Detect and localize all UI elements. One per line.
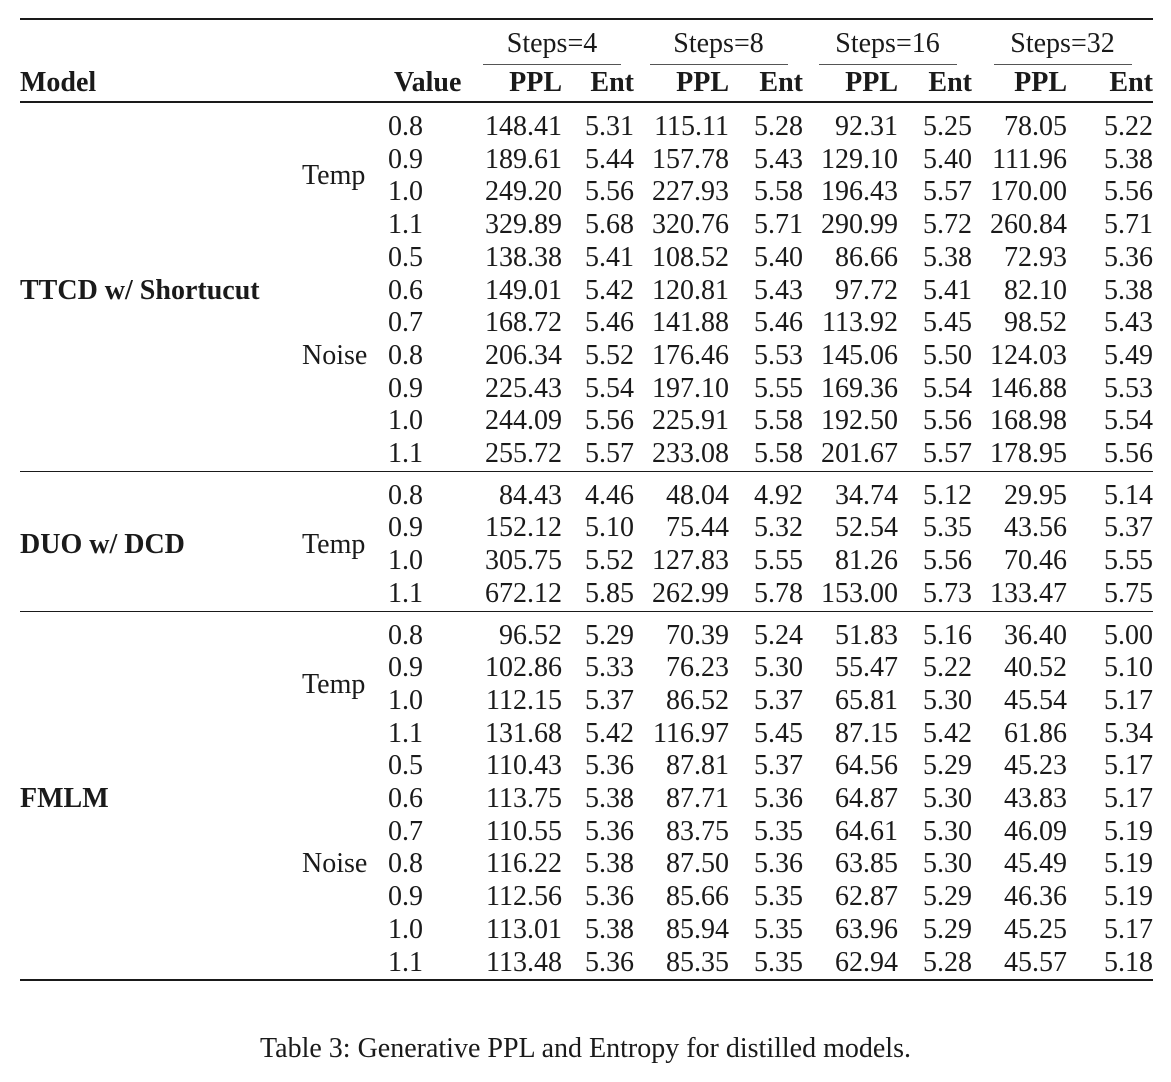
ent-cell: 5.78 <box>754 577 803 609</box>
ent-cell: 5.73 <box>923 577 972 609</box>
ppl-cell: 148.41 <box>485 111 562 142</box>
ppl-cell: 290.99 <box>821 209 898 241</box>
value-cell: 0.8 <box>388 339 423 371</box>
ppl-cell: 70.39 <box>666 619 729 651</box>
steps-header: Steps=32 <box>972 19 1153 65</box>
ppl-cell: 52.54 <box>835 512 898 544</box>
ent-cell: 5.17 <box>1104 750 1153 782</box>
model-group <box>20 611 1153 980</box>
ppl-cell: 305.75 <box>485 545 562 577</box>
ent-cell: 5.57 <box>585 438 634 470</box>
table-row <box>20 611 1153 652</box>
ent-cell: 5.56 <box>585 405 634 437</box>
ppl-cell: 145.06 <box>821 339 898 371</box>
ent-cell: 5.58 <box>754 405 803 437</box>
ppl-cell: 61.86 <box>1004 717 1067 749</box>
ppl-cell: 116.22 <box>486 848 562 880</box>
ppl-cell: 45.23 <box>1004 750 1067 782</box>
ppl-cell: 45.49 <box>1004 848 1067 880</box>
table-row <box>20 471 1153 512</box>
ppl-cell: 72.93 <box>1004 241 1067 273</box>
value-cell: 0.9 <box>388 512 423 544</box>
value-cell: 1.1 <box>388 717 423 749</box>
ent-cell: 5.30 <box>923 783 972 815</box>
ppl-column-header: PPL <box>1014 67 1067 98</box>
ppl-cell: 62.87 <box>835 881 898 913</box>
ent-cell: 5.35 <box>754 815 803 847</box>
ent-cell: 5.45 <box>754 717 803 749</box>
ppl-cell: 96.52 <box>499 619 562 651</box>
ppl-cell: 196.43 <box>821 176 898 208</box>
ent-cell: 5.75 <box>1104 577 1153 609</box>
ent-column-header: Ent <box>928 67 972 98</box>
ppl-column-header: PPL <box>509 67 562 98</box>
ent-cell: 5.53 <box>754 339 803 371</box>
ppl-cell: 46.09 <box>1004 815 1067 847</box>
ent-cell: 5.42 <box>585 717 634 749</box>
ent-cell: 5.28 <box>923 946 972 978</box>
ppl-cell: 62.94 <box>835 946 898 978</box>
ent-cell: 5.52 <box>585 339 634 371</box>
ent-cell: 5.37 <box>1104 512 1153 544</box>
sampling-kind-cell: Temp <box>302 528 366 560</box>
ent-cell: 5.34 <box>1104 717 1153 749</box>
ent-cell: 5.50 <box>923 339 972 371</box>
value-cell: 0.8 <box>388 619 423 651</box>
ppl-cell: 320.76 <box>652 209 729 241</box>
ppl-cell: 55.47 <box>835 652 898 684</box>
ppl-cell: 75.44 <box>666 512 729 544</box>
ppl-cell: 255.72 <box>485 438 562 470</box>
steps-header-row <box>20 19 1153 65</box>
ent-cell: 5.45 <box>923 307 972 339</box>
ppl-cell: 64.87 <box>835 783 898 815</box>
steps-header: Steps=4 <box>470 19 634 65</box>
ppl-cell: 262.99 <box>652 577 729 609</box>
ent-cell: 5.24 <box>754 619 803 651</box>
ppl-cell: 329.89 <box>485 209 562 241</box>
value-cell: 1.0 <box>388 545 423 577</box>
ent-cell: 5.37 <box>585 684 634 716</box>
table-row <box>20 102 1153 144</box>
ppl-cell: 43.83 <box>1004 783 1067 815</box>
results-table <box>20 18 1153 981</box>
ppl-cell: 169.36 <box>821 372 898 404</box>
value-cell: 1.1 <box>388 209 423 241</box>
ppl-cell: 672.12 <box>485 577 562 609</box>
ppl-cell: 108.52 <box>652 241 729 273</box>
ent-cell: 5.49 <box>1104 339 1153 371</box>
ppl-cell: 51.83 <box>835 619 898 651</box>
ent-cell: 5.57 <box>923 176 972 208</box>
sampling-kind-cell: Temp <box>302 668 366 700</box>
ppl-cell: 233.08 <box>652 438 729 470</box>
ppl-cell: 63.96 <box>835 913 898 945</box>
ent-cell: 5.36 <box>585 881 634 913</box>
table-caption: Table 3: Generative PPL and Entropy for distilled models. <box>260 1033 911 1064</box>
value-column-header: Value <box>394 67 462 98</box>
ent-column-header: Ent <box>1109 67 1153 98</box>
ppl-cell: 87.71 <box>666 783 729 815</box>
ent-cell: 5.71 <box>754 209 803 241</box>
ent-cell: 5.40 <box>754 241 803 273</box>
ent-cell: 5.36 <box>585 815 634 847</box>
ent-cell: 5.18 <box>1104 946 1153 978</box>
value-cell: 1.1 <box>388 438 423 470</box>
ppl-cell: 225.91 <box>652 405 729 437</box>
ppl-cell: 92.31 <box>835 111 898 142</box>
sampling-kind-cell: Noise <box>302 339 368 371</box>
ent-cell: 4.92 <box>754 479 803 511</box>
ent-cell: 5.57 <box>923 438 972 470</box>
ppl-cell: 138.38 <box>485 241 562 273</box>
ppl-cell: 45.25 <box>1004 913 1067 945</box>
ppl-cell: 110.43 <box>486 750 562 782</box>
ent-cell: 5.29 <box>923 881 972 913</box>
ppl-cell: 84.43 <box>499 479 562 511</box>
ent-cell: 5.55 <box>754 372 803 404</box>
ppl-cell: 168.72 <box>485 307 562 339</box>
ent-cell: 5.54 <box>1104 405 1153 437</box>
ppl-cell: 45.57 <box>1004 946 1067 978</box>
value-cell: 1.0 <box>388 176 423 208</box>
ent-cell: 5.56 <box>1104 176 1153 208</box>
ent-cell: 5.17 <box>1104 783 1153 815</box>
ent-cell: 5.12 <box>923 479 972 511</box>
ent-cell: 5.19 <box>1104 881 1153 913</box>
value-cell: 1.1 <box>388 946 423 978</box>
ppl-cell: 111.96 <box>992 143 1067 175</box>
ppl-cell: 227.93 <box>652 176 729 208</box>
ent-cell: 4.46 <box>585 479 634 511</box>
ent-cell: 5.72 <box>923 209 972 241</box>
ent-cell: 5.55 <box>754 545 803 577</box>
ent-cell: 5.43 <box>1104 307 1153 339</box>
value-cell: 0.6 <box>388 783 423 815</box>
ppl-cell: 113.75 <box>486 783 562 815</box>
value-cell: 0.9 <box>388 143 423 175</box>
ppl-cell: 170.00 <box>990 176 1067 208</box>
ent-cell: 5.35 <box>923 512 972 544</box>
ppl-cell: 133.47 <box>990 577 1067 609</box>
ent-cell: 5.41 <box>585 241 634 273</box>
ppl-cell: 81.26 <box>835 545 898 577</box>
model-name-cell: DUO w/ DCD <box>20 528 185 560</box>
ent-cell: 5.19 <box>1104 815 1153 847</box>
ent-cell: 5.31 <box>585 111 634 142</box>
ent-cell: 5.29 <box>585 619 634 651</box>
ent-cell: 5.30 <box>923 848 972 880</box>
ppl-cell: 244.09 <box>485 405 562 437</box>
value-cell: 0.8 <box>388 111 423 142</box>
ent-cell: 5.42 <box>923 717 972 749</box>
ent-cell: 5.43 <box>754 274 803 306</box>
ppl-cell: 112.15 <box>486 684 562 716</box>
ent-cell: 5.37 <box>754 750 803 782</box>
ent-cell: 5.22 <box>1104 111 1153 142</box>
model-group <box>20 471 1153 611</box>
ppl-cell: 87.15 <box>835 717 898 749</box>
ppl-cell: 65.81 <box>835 684 898 716</box>
ppl-cell: 70.46 <box>1004 545 1067 577</box>
ent-cell: 5.58 <box>754 176 803 208</box>
ent-cell: 5.38 <box>1104 274 1153 306</box>
ppl-cell: 63.85 <box>835 848 898 880</box>
ppl-cell: 127.83 <box>652 545 729 577</box>
ent-cell: 5.43 <box>754 143 803 175</box>
ent-cell: 5.37 <box>754 684 803 716</box>
ent-cell: 5.36 <box>585 750 634 782</box>
ppl-cell: 197.10 <box>652 372 729 404</box>
ent-cell: 5.33 <box>585 652 634 684</box>
ent-cell: 5.36 <box>585 946 634 978</box>
value-cell: 0.7 <box>388 815 423 847</box>
ent-cell: 5.10 <box>585 512 634 544</box>
ent-cell: 5.00 <box>1104 619 1153 651</box>
ent-column-header: Ent <box>590 67 634 98</box>
ent-cell: 5.42 <box>585 274 634 306</box>
value-cell: 1.1 <box>388 577 423 609</box>
ppl-cell: 260.84 <box>990 209 1067 241</box>
ppl-cell: 82.10 <box>1004 274 1067 306</box>
value-cell: 0.8 <box>388 848 423 880</box>
ppl-cell: 129.10 <box>821 143 898 175</box>
ppl-cell: 34.74 <box>835 479 898 511</box>
ppl-cell: 201.67 <box>821 438 898 470</box>
ppl-cell: 102.86 <box>485 652 562 684</box>
ent-cell: 5.44 <box>585 143 634 175</box>
ppl-cell: 64.61 <box>835 815 898 847</box>
ent-cell: 5.35 <box>754 913 803 945</box>
ent-cell: 5.58 <box>754 438 803 470</box>
ent-cell: 5.14 <box>1104 479 1153 511</box>
ppl-cell: 83.75 <box>666 815 729 847</box>
ppl-cell: 85.35 <box>666 946 729 978</box>
ent-cell: 5.17 <box>1104 684 1153 716</box>
ent-cell: 5.36 <box>754 848 803 880</box>
value-cell: 0.5 <box>388 750 423 782</box>
ppl-cell: 110.55 <box>486 815 562 847</box>
ppl-cell: 29.95 <box>1004 479 1067 511</box>
ent-cell: 5.38 <box>923 241 972 273</box>
ent-cell: 5.40 <box>923 143 972 175</box>
ent-cell: 5.30 <box>923 815 972 847</box>
ent-cell: 5.29 <box>923 750 972 782</box>
value-cell: 0.8 <box>388 479 423 511</box>
ent-cell: 5.55 <box>1104 545 1153 577</box>
ppl-cell: 113.48 <box>486 946 562 978</box>
ppl-cell: 87.81 <box>666 750 729 782</box>
ppl-cell: 176.46 <box>652 339 729 371</box>
ppl-cell: 153.00 <box>821 577 898 609</box>
ent-cell: 5.38 <box>585 848 634 880</box>
model-column-header: Model <box>20 67 97 98</box>
ent-cell: 5.35 <box>754 946 803 978</box>
ent-cell: 5.19 <box>1104 848 1153 880</box>
ent-cell: 5.71 <box>1104 209 1153 241</box>
ent-cell: 5.38 <box>585 913 634 945</box>
ppl-column-header: PPL <box>676 67 729 98</box>
ent-cell: 5.30 <box>923 684 972 716</box>
value-cell: 0.7 <box>388 307 423 339</box>
ppl-cell: 86.66 <box>835 241 898 273</box>
sampling-kind-cell: Temp <box>302 160 366 192</box>
ent-cell: 5.38 <box>1104 143 1153 175</box>
ent-cell: 5.38 <box>585 783 634 815</box>
model-name-cell: TTCD w/ Shortucut <box>20 274 260 306</box>
ent-cell: 5.53 <box>1104 372 1153 404</box>
ent-cell: 5.36 <box>1104 241 1153 273</box>
ent-cell: 5.56 <box>923 545 972 577</box>
ppl-cell: 116.97 <box>653 717 729 749</box>
ppl-cell: 157.78 <box>652 143 729 175</box>
ppl-cell: 189.61 <box>485 143 562 175</box>
column-header-row <box>20 65 1153 102</box>
ent-column-header: Ent <box>759 67 803 98</box>
ent-cell: 5.30 <box>754 652 803 684</box>
ent-cell: 5.25 <box>923 111 972 142</box>
ppl-cell: 85.94 <box>666 913 729 945</box>
value-cell: 1.0 <box>388 913 423 945</box>
ent-cell: 5.10 <box>1104 652 1153 684</box>
ent-cell: 5.41 <box>923 274 972 306</box>
ppl-cell: 78.05 <box>1004 111 1067 142</box>
ppl-cell: 85.66 <box>666 881 729 913</box>
ppl-cell: 152.12 <box>485 512 562 544</box>
ppl-cell: 36.40 <box>1004 619 1067 651</box>
ppl-cell: 146.88 <box>990 372 1067 404</box>
ppl-column-header: PPL <box>845 67 898 98</box>
ppl-cell: 45.54 <box>1004 684 1067 716</box>
results-table-container <box>20 18 1153 981</box>
ent-cell: 5.22 <box>923 652 972 684</box>
ent-cell: 5.52 <box>585 545 634 577</box>
steps-header: Steps=8 <box>634 19 803 65</box>
ppl-cell: 192.50 <box>821 405 898 437</box>
value-cell: 0.9 <box>388 881 423 913</box>
ent-cell: 5.32 <box>754 512 803 544</box>
ent-cell: 5.85 <box>585 577 634 609</box>
ppl-cell: 86.52 <box>666 684 729 716</box>
ppl-cell: 249.20 <box>485 176 562 208</box>
ppl-cell: 87.50 <box>666 848 729 880</box>
ent-cell: 5.29 <box>923 913 972 945</box>
ent-cell: 5.56 <box>585 176 634 208</box>
value-cell: 1.0 <box>388 405 423 437</box>
ppl-cell: 124.03 <box>990 339 1067 371</box>
ppl-cell: 76.23 <box>666 652 729 684</box>
ent-cell: 5.68 <box>585 209 634 241</box>
value-cell: 0.5 <box>388 241 423 273</box>
ppl-cell: 225.43 <box>485 372 562 404</box>
ppl-cell: 64.56 <box>835 750 898 782</box>
ent-cell: 5.54 <box>585 372 634 404</box>
ppl-cell: 98.52 <box>1004 307 1067 339</box>
ppl-cell: 40.52 <box>1004 652 1067 684</box>
ppl-cell: 141.88 <box>652 307 729 339</box>
ent-cell: 5.56 <box>923 405 972 437</box>
ppl-cell: 113.01 <box>486 913 562 945</box>
ent-cell: 5.46 <box>585 307 634 339</box>
ppl-cell: 131.68 <box>485 717 562 749</box>
value-cell: 0.9 <box>388 372 423 404</box>
ppl-cell: 168.98 <box>990 405 1067 437</box>
ent-cell: 5.36 <box>754 783 803 815</box>
ent-cell: 5.16 <box>923 619 972 651</box>
value-cell: 0.6 <box>388 274 423 306</box>
ent-cell: 5.56 <box>1104 438 1153 470</box>
ent-cell: 5.54 <box>923 372 972 404</box>
value-cell: 0.9 <box>388 652 423 684</box>
ent-cell: 5.28 <box>754 111 803 142</box>
ppl-cell: 120.81 <box>652 274 729 306</box>
value-cell: 1.0 <box>388 684 423 716</box>
ppl-cell: 115.11 <box>654 111 729 142</box>
ppl-cell: 112.56 <box>486 881 562 913</box>
ppl-cell: 178.95 <box>990 438 1067 470</box>
steps-header: Steps=16 <box>803 19 972 65</box>
ppl-cell: 43.56 <box>1004 512 1067 544</box>
sampling-kind-cell: Noise <box>302 848 368 880</box>
ent-cell: 5.17 <box>1104 913 1153 945</box>
ent-cell: 5.35 <box>754 881 803 913</box>
ppl-cell: 97.72 <box>835 274 898 306</box>
model-name-cell: FMLM <box>20 783 109 815</box>
ent-cell: 5.46 <box>754 307 803 339</box>
ppl-cell: 113.92 <box>822 307 898 339</box>
ppl-cell: 46.36 <box>1004 881 1067 913</box>
model-group <box>20 102 1153 471</box>
ppl-cell: 48.04 <box>666 479 729 511</box>
ppl-cell: 206.34 <box>485 339 562 371</box>
ppl-cell: 149.01 <box>485 274 562 306</box>
